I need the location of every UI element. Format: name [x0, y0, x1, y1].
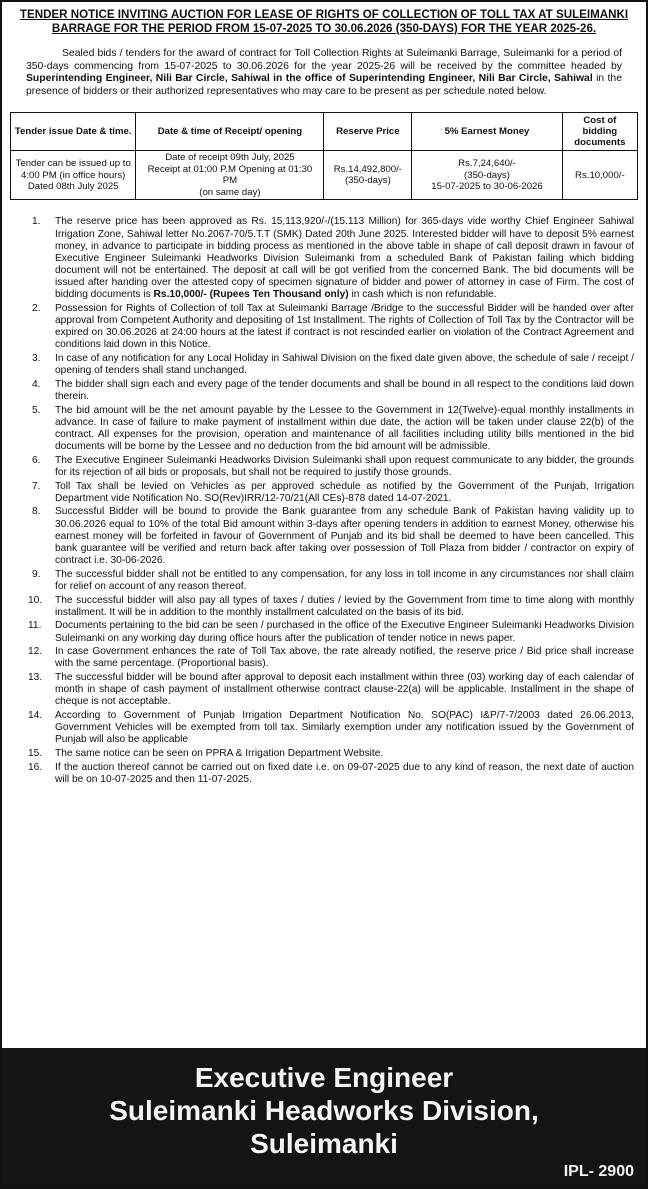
header-earnest-money: 5% Earnest Money	[412, 113, 562, 151]
condition-number: 2.	[32, 302, 41, 314]
cell-earnest-money	[412, 151, 562, 200]
condition-text: Documents pertaining to the bid can be seen / purchased in the office of the Executive Engineer Suleimanki Headworks Division Suleimanki on any working day during office hours after the publication of tender notice in news paper.	[55, 620, 634, 644]
cell-doc-cost: Rs.10,000/-	[562, 151, 637, 200]
notice-title	[2, 2, 646, 36]
condition-number: 12.	[28, 646, 43, 658]
condition-text: If the auction thereof cannot be carried out on fixed date i.e. on 09-07-2025 due to any kind of reason, the next date of auction will be on 10-07-2025 and then 11-07-2025.	[55, 761, 634, 785]
condition-item	[14, 646, 634, 670]
conditions-list	[2, 200, 646, 786]
condition-number: 7.	[32, 480, 41, 492]
condition-text: The bidder shall sign each and every page of the tender documents and shall be bound in all respect to the conditions laid down therein.	[55, 378, 634, 403]
header-doc-cost: Cost of bidding documents	[562, 113, 637, 151]
condition-item	[14, 620, 634, 644]
condition-number: 14.	[28, 709, 43, 721]
title-line-2: BARRAGE FOR THE PERIOD FROM 15-07-2025 TO 30.06.2026 (350-DAYS) FOR THE YEAR 2025-26.	[51, 22, 597, 35]
condition-number: 13.	[28, 672, 43, 683]
condition-item	[14, 216, 634, 301]
condition-text: Toll Tax shall be levied on Vehicles as per approved schedule as notified by the Government of the Punjab, Irrigation Department vide Notification No. SO(Rev)IRR/12-70/21(All CEs)-878 dated 14-07-2021.	[55, 480, 634, 504]
condition-item	[14, 455, 634, 479]
schedule-table	[10, 112, 638, 200]
condition-text: In case Government enhances the rate of Toll Tax above, the rate already notified, the reserve price / Bid price shall increase with the same percentage. (Proportional basis).	[55, 646, 634, 670]
cell-reserve-price	[324, 151, 412, 200]
condition-number: 4.	[32, 378, 41, 390]
condition-text: Successful Bidder will be bound to provide the Bank guarantee from any schedule Bank of Pakistan having validity up to 30.06.2026 equal to 10% of the total Bid amount within 3-days after opening tenders in addition to earnest Money, otherwise his earnest money will be forfeited in favour of Government of Punjab and its bid shall be deemed to have been cancelled. This bank guarantee will be verified and return back after taking over possession of Toll Plaza from bidder / contractor on expiry of contract i.e. 30-06-2026.	[55, 506, 634, 567]
condition-item	[14, 748, 634, 760]
condition-number: 16.	[28, 761, 43, 773]
intro-text-1: Sealed bids / tenders for the award of contract for Toll Collection Rights at Suleimanki Barrage, Suleimanki for a period of 350-days commencing from 15-07-2025 to 30.06.2026 for the year 2025-26 will be received by the committee headed by	[26, 48, 622, 72]
condition-item	[14, 595, 634, 619]
condition-item	[14, 353, 634, 377]
ipl-code: IPL- 2900	[563, 1163, 634, 1180]
earnest-line-2: (350-days)	[464, 169, 510, 181]
header-reserve-price: Reserve Price	[324, 113, 412, 151]
schedule-header-row	[11, 113, 638, 151]
reserve-line-2: (350-days)	[344, 175, 391, 187]
schedule-row	[11, 151, 638, 200]
condition-number: 15.	[28, 747, 43, 759]
condition-item	[14, 569, 634, 593]
condition-item	[14, 762, 634, 786]
receipt-line-1: Date of receipt 09th July, 2025	[165, 152, 295, 164]
intro-text-2: in the presence of bidders or their authorized representatives who may care to be present as per schedule noted below.	[26, 73, 622, 97]
condition-number: 3.	[32, 353, 41, 365]
receipt-line-2: Receipt at 01:00 P.M Opening at 01:30 PM	[147, 163, 313, 187]
condition-text: According to Government of Punjab Irrigation Department Notification No. SO(PAC) I&P/7-7/2003 dated 26.06.2013, Government Vehicles will be exempted from toll tax. Similarly exemption under any notification issued by the Government of Punjab will also be applicable	[55, 709, 634, 746]
condition-number: 9.	[32, 568, 41, 580]
signatory-block	[2, 1048, 646, 1160]
condition-item	[14, 710, 634, 746]
signatory-location: Suleimanki	[250, 1128, 398, 1159]
intro-bold: Superintending Engineer, Nili Bar Circle, Sahiwal in the office of Superintending Engineer, Nili Bar Circle, Sahiwal	[26, 73, 593, 85]
receipt-line-3: (on same day)	[199, 186, 261, 198]
condition-text: The successful bidder will be bound after approval to deposit each installment within three (03) working day of each calendar of month in shape of cash payment of installment otherwise contract clause-22(a) will be applicable. Installment in the shape of cheque is not acceptable.	[55, 672, 634, 708]
condition-item	[14, 303, 634, 352]
issue-line-2: 4:00 PM (in office hours)	[21, 169, 126, 181]
condition-text: Possession for Rights of Collection of toll Tax at Suleimanki Barrage /Bridge to the successful Bidder will be handed over after approval from Competent Authority and depositing of 1st Installment. The rights of Collection of Toll Tax by the Contractor will be expired on 30.06.2026 at 24:00 hours at the latest if contract is not rescinded earlier on violation of the Contract Agreement and conditions laid down in this Notice.	[55, 302, 634, 351]
intro-paragraph	[2, 36, 646, 98]
earnest-line-3: 15-07-2025 to 30-06-2026	[431, 181, 543, 193]
reserve-line-1: Rs.14,492,800/-	[333, 163, 402, 175]
condition-text: The Executive Engineer Suleimanki Headworks Division Suleimanki shall upon request communicate to any bidder, the grounds for its rejection of all bids or proposals, but shall not be required to justify those grounds.	[55, 454, 634, 478]
signatory-division: Suleimanki Headworks Division,	[109, 1095, 539, 1126]
condition-number: 8.	[32, 506, 41, 518]
condition-item	[14, 506, 634, 567]
title-line-1: TENDER NOTICE INVITING AUCTION FOR LEASE OF RIGHTS OF COLLECTION OF TOLL TAX AT SULEIMANKI	[19, 8, 629, 21]
condition-text: The reserve price has been approved as Rs. 15,113,920/-/(15.113 Million) for 365-days vide worthy Chief Engineer Sahiwal Irrigation Zone, Sahiwal letter No.2067-70/5.T.T (SMK) Dated 20th June 2025. Interested bidder will have to deposit 5% earnest money, in advance to participate in bidding process as mentioned in the above table in shape of call deposit drawn in favour of Executive Engineer Suleimanki Headworks Division Suleimanki from a scheduled Bank of Pakistan failing which bidding document will not be entertained. The deposit at call will be got verified from the concerned Bank. The bid documents will be issued after handing over the attested copy of specimen signature of bidder and power of attorney in case of Firm. The cost of bidding documents is	[55, 216, 634, 301]
earnest-line-1: Rs.7,24,640/-	[458, 158, 516, 170]
condition-item	[14, 405, 634, 454]
condition-number: 10.	[28, 594, 43, 606]
signatory-title: Executive Engineer	[194, 1062, 454, 1093]
condition-item	[14, 672, 634, 708]
header-issue-date: Tender issue Date & time.	[11, 113, 136, 151]
signature-footer	[2, 1048, 646, 1187]
condition-text: The same notice can be seen on PPRA & Irrigation Department Website.	[55, 747, 384, 759]
condition-text: The bid amount will be the net amount payable by the Lessee to the Government in 12(Twelve)-equal monthly installments in advance. In case of failure to make payment of installment within due date, the action will be taken under clause 22(b) of the contract. All expenses for the provision, operation and maintenance of all facilities including utility bills mentioned in the bid documents will be borne by the Lessee and no deduction from the bid amount will be admissible.	[55, 404, 634, 453]
condition-number: 6.	[32, 454, 41, 466]
condition-item	[14, 379, 634, 403]
condition-text: The successful bidder shall not be entitled to any compensation, for any loss in toll income in any circumstances nor shall claim for relief on account of any reason thereof.	[55, 568, 634, 592]
condition-tail: in cash which is non refundable.	[348, 289, 497, 301]
condition-number: 11.	[28, 620, 42, 632]
condition-text: The successful bidder will also pay all types of taxes / duties / levied by the Government from time to time along with monthly installment. It will be in addition to the monthly installment calculated on the basis of its bid.	[55, 594, 634, 618]
condition-item	[14, 481, 634, 505]
cell-receipt-opening	[136, 151, 324, 200]
header-receipt-opening: Date & time of Receipt/ opening	[136, 113, 324, 151]
condition-number: 1.	[32, 216, 41, 228]
condition-bold: Rs.10,000/- (Rupees Ten Thousand only)	[153, 289, 349, 301]
condition-text: In case of any notification for any Local Holiday in Sahiwal Division on the fixed date given above, the schedule of sale / receipt / opening of tenders shall stand unchanged.	[55, 353, 634, 377]
cell-issue-date	[11, 151, 136, 200]
issue-line-3: Dated 08th July 2025	[27, 181, 119, 193]
issue-line-1: Tender can be issued up to	[15, 158, 131, 170]
condition-number: 5.	[32, 404, 41, 416]
